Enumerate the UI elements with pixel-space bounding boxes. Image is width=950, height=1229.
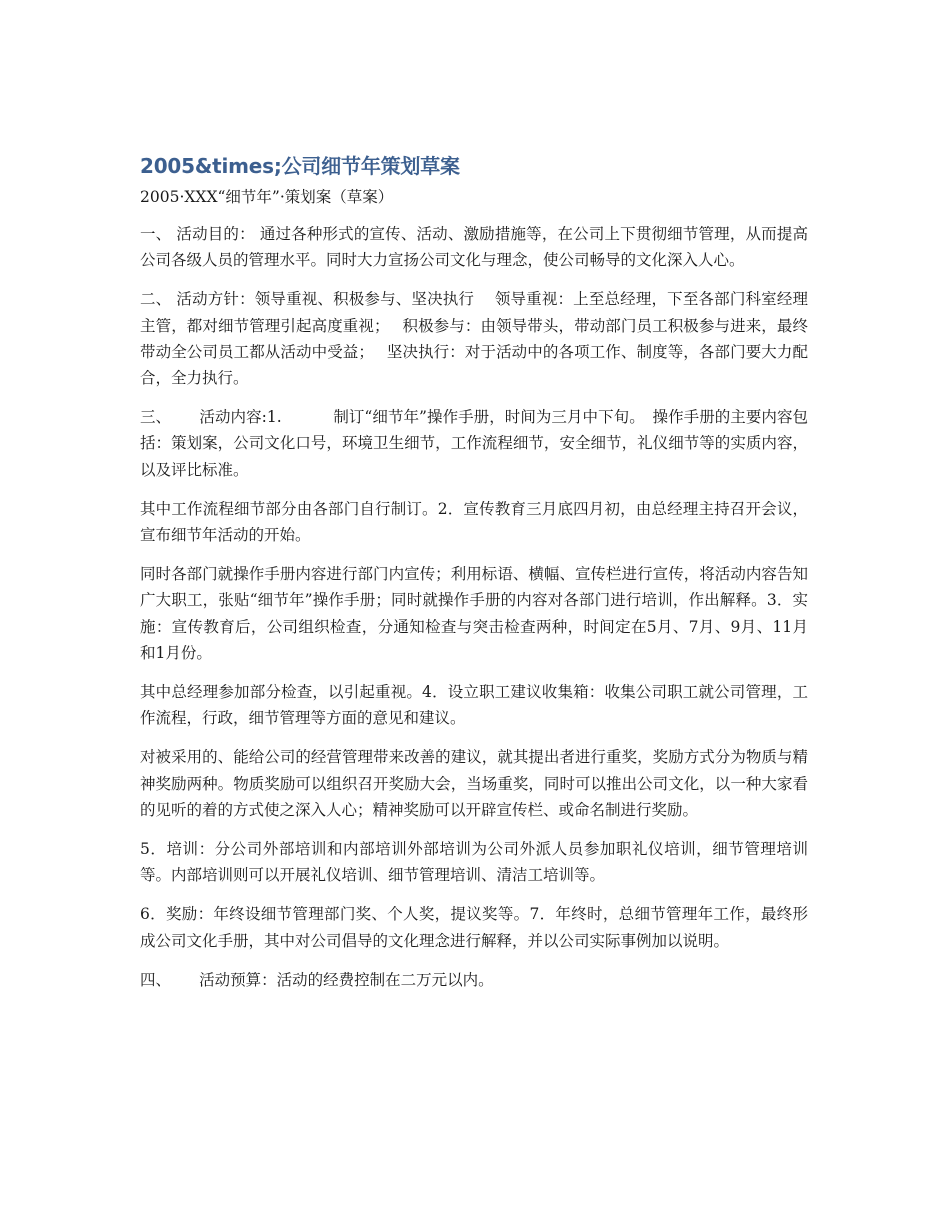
paragraph: 一、 活动目的： 通过各种形式的宣传、活动、激励措施等，在公司上下贯彻细节管理，从而提高公司各级人员的管理水平。同时大力宣扬公司文化与理念，使公司畅导的文化深入人心。 [140,225,808,270]
paragraph: 同时各部门就操作手册内容进行部门内宣传；利用标语、横幅、宣传栏进行宣传，将活动内容告知广大职工，张贴“细节年”操作手册；同时就操作手册的内容对各部门进行培训，作出解释。3．实施：宣传教育后，公司组织检查，分通知检查与突击检查两种，时间定在5月、7月、9月、11月和1月份。 [140,565,808,662]
paragraph: 6．奖励：年终设细节管理部门奖、个人奖，提议奖等。7．年终时，总细节管理年工作，最终形成公司文化手册，其中对公司倡导的文化理念进行解释，并以公司实际事例加以说明。 [140,905,808,950]
paragraph: 其中工作流程细节部分由各部门自行制订。2．宣传教育三月底四月初，由总经理主持召开会议，宣布细节年活动的开始。 [140,499,808,545]
paragraph: 二、 活动方针：领导重视、积极参与、坚决执行 领导重视：上至总经理，下至各部门科室经理主管，都对细节管理引起高度重视； 积极参与：由领导带头，带动部门员工积极参与进来，最终带动全公司员工都从活动中受益； 坚决执行：对于活动中的各项工作、制度等，各部门要大力配合，全力执行。 [140,290,808,388]
document-title: 2005&times;公司细节年策划草案 [140,154,460,178]
paragraph: 四、 活动预算：活动的经费控制在二万元以内。 [140,970,494,989]
paragraph: 5．培训：分公司外部培训和内部培训外部培训为公司外派人员参加职礼仪培训，细节管理培训等。内部培训则可以开展礼仪培训、细节管理培训、清洁工培训等。 [140,840,808,885]
document-subtitle: 2005·XXX“细节年”·策划案（草案） [140,188,394,206]
paragraph: 三、 活动内容:1. 制订“细节年”操作手册，时间为三月中下旬。 操作手册的主要内容包括：策划案，公司文化口号，环境卫生细节，工作流程细节，安全细节，礼仪细节等的实质内容，以及评比标准。 [140,408,808,479]
paragraph: 对被采用的、能给公司的经营管理带来改善的建议，就其提出者进行重奖，奖励方式分为物质与精神奖励两种。物质奖励可以组织召开奖励大会，当场重奖，同时可以推出公司文化，以一种大家看的见听的着的方式使之深入人心；精神奖励可以开辟宣传栏、或命名制进行奖励。 [140,748,808,819]
paragraph: 其中总经理参加部分检查，以引起重视。4．设立职工建议收集箱：收集公司职工就公司管理，工作流程，行政，细节管理等方面的意见和建议。 [140,683,808,728]
document-page [140,150,808,1006]
